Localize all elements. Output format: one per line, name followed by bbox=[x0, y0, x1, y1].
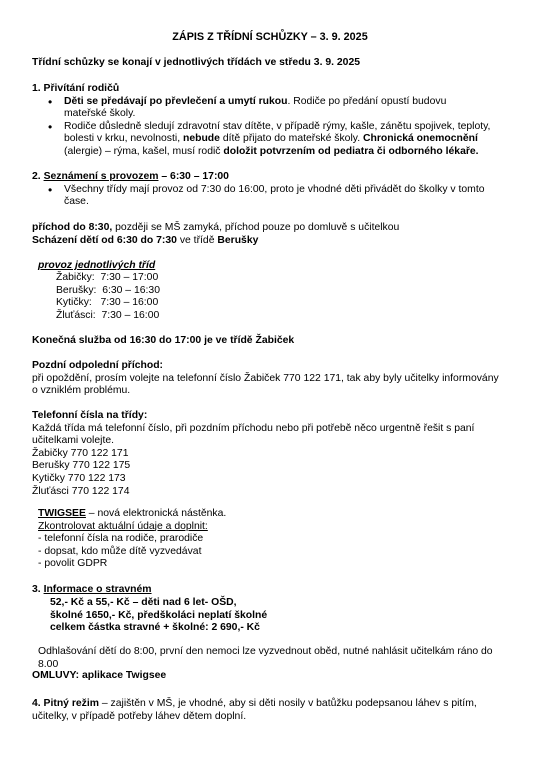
section-4-heading: 4. Pitný režim bbox=[32, 698, 99, 709]
twigsee-item: - dopsat, kdo může dítě vyzvedávat bbox=[38, 545, 202, 557]
document-title: ZÁPIS Z TŘÍDNÍ SCHŮZKY – 3. 9. 2025 bbox=[172, 31, 368, 43]
section-2-bullet-1: • Všechny třídy mají provoz od 7:30 do 16:00, proto je vhodné děti přivádět do školky v tomto čase. bbox=[32, 184, 512, 209]
section-2-number: 2. bbox=[32, 171, 44, 182]
section-1 bbox=[32, 83, 512, 159]
arrival-info bbox=[32, 222, 512, 247]
twigsee-line bbox=[38, 508, 518, 521]
bullet-1-rest: . Rodiče po předání opustí budovu mateřské školy. bbox=[64, 95, 447, 120]
meal-cancel: Odhlašování dětí do 8:00, první den nemoci lze vyzvednout oběd, nutné nahlásit učitelkám ráno do 8.00 bbox=[38, 646, 493, 670]
schedule-row: Berušky: 6:30 – 16:30 bbox=[56, 284, 160, 296]
section-4 bbox=[32, 698, 498, 723]
fees-block bbox=[50, 597, 530, 635]
section-2-heading-underlined: Seznámení s provozem bbox=[43, 171, 159, 182]
late-text: při opoždění, prosím volejte na telefonní číslo Žabiček 770 122 171, tak aby byly učitelky informovány o vzniklém problému. bbox=[32, 372, 499, 397]
schedule-row: Žluťásci: 7:30 – 16:00 bbox=[56, 309, 160, 321]
bullet-2-part-c: (alergie) – rýma, kašel, musí rodič bbox=[64, 145, 224, 157]
arrival-bold: příchod do 8:30, bbox=[32, 222, 113, 233]
phone-numbers bbox=[32, 410, 504, 498]
phone-entry: Žabičky 770 122 171 bbox=[32, 447, 129, 459]
phone-entry: Berušky 770 122 175 bbox=[32, 460, 131, 472]
twigsee-info bbox=[38, 508, 518, 571]
bullet-2-chronic: Chronická onemocnění bbox=[362, 133, 478, 145]
fee-line: školné 1650,- Kč, předškoláci neplatí školné bbox=[50, 609, 268, 621]
late-arrival bbox=[32, 360, 502, 398]
schedule-list bbox=[56, 272, 160, 322]
phones-text: Každá třída má telefonní číslo, při pozdním příchodu nebo při potřebě něco urgentně řešit s paní učitelkami volejte. bbox=[32, 422, 475, 447]
twigsee-item: - telefonní čísla na rodiče, prarodiče bbox=[38, 533, 204, 545]
section-1-bullet-2 bbox=[32, 121, 512, 159]
schedule-heading-text: provoz jednotlivých tříd bbox=[38, 260, 156, 271]
arrival-rest: později se MŠ zamyká, příchod pouze po domluvě s učitelkou bbox=[112, 222, 400, 233]
arrival-line bbox=[32, 222, 512, 235]
bullet-2-part-a: Rodiče důsledně sledují zdravotní stav dítěte, v případě rýmy, kašle, zánětu spojivek, teploty, bolesti v krku, nevolnosti, bbox=[64, 120, 491, 145]
schedule-row: Žabičky: 7:30 – 17:00 bbox=[56, 272, 159, 283]
bullet-1-bold: Děti se předávají po převlečení a umytí rukou bbox=[64, 95, 288, 107]
phone-entry: Žluťásci 770 122 174 bbox=[32, 485, 130, 497]
section-4-text: – zajištěn v MŠ, je vhodné, aby si děti nosily v batůžku podepsanou láhev s pitím, učitelky, v případě potřeby láhev dětem doplní. bbox=[32, 698, 477, 722]
gathering-time: Scházení dětí od 6:30 do 7:30 bbox=[32, 234, 177, 246]
twigsee-check: Zkontrolovat aktuální údaje a doplnit: bbox=[38, 520, 208, 532]
section-2 bbox=[32, 171, 512, 209]
intro-line: Třídní schůzky se konají v jednotlivých třídách ve středu 3. 9. 2025 bbox=[32, 57, 361, 68]
bullet-2-document: doložit potvrzením od pediatra či odborného lékaře. bbox=[223, 145, 479, 157]
section-2-heading-hours: – 6:30 – 17:00 bbox=[158, 171, 229, 182]
gathering-line bbox=[32, 235, 512, 248]
twigsee-desc: – nová elektronická nástěnka. bbox=[85, 508, 227, 519]
late-heading: Pozdní odpolední příchod: bbox=[32, 360, 164, 371]
bullet-2-nebude: nebude bbox=[182, 133, 220, 145]
bullet-2-part-b: dítě přijato do mateřské školy. bbox=[219, 133, 363, 145]
phone-entry: Kytičky 770 122 173 bbox=[32, 472, 126, 484]
section-3-heading-underlined: Informace o stravném bbox=[43, 584, 152, 595]
omluvy: OMLUVY: aplikace Twigsee bbox=[32, 670, 167, 681]
twigsee-item: - povolit GDPR bbox=[38, 558, 108, 570]
gathering-mid: ve třídě bbox=[176, 234, 218, 246]
schedule-row: Kytičky: 7:30 – 16:00 bbox=[56, 297, 159, 309]
section-3-heading bbox=[32, 584, 512, 597]
twigsee-name: TWIGSEE bbox=[38, 508, 86, 519]
fee-line: 52,- Kč a 55,- Kč – děti nad 6 let- OŠD, bbox=[50, 597, 237, 608]
schedule-heading bbox=[38, 260, 518, 273]
section-1-heading: 1. Přivítání rodičů bbox=[32, 83, 120, 94]
final-service: Konečná služba od 16:30 do 17:00 je ve třídě Žabiček bbox=[32, 335, 295, 346]
fee-line: celkem částka stravné + školné: 2 690,- Kč bbox=[50, 622, 260, 634]
gathering-class: Berušky bbox=[217, 234, 259, 246]
section-3-number: 3. bbox=[32, 584, 44, 595]
section-1-bullet-1 bbox=[32, 96, 512, 121]
section-2-heading bbox=[32, 171, 512, 184]
phones-heading: Telefonní čísla na třídy: bbox=[32, 410, 148, 421]
